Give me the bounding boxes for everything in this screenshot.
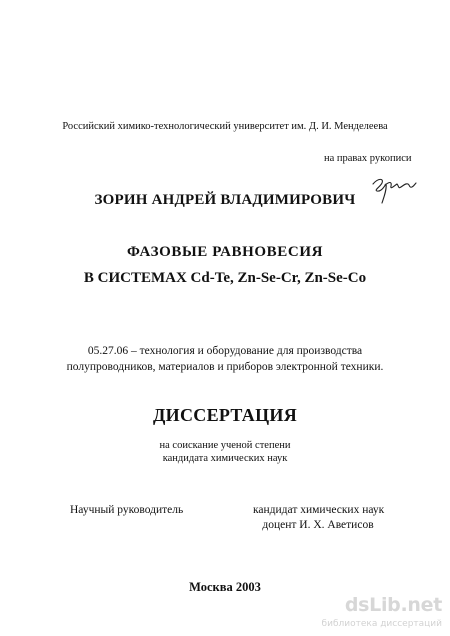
degree-line-1: на соискание ученой степени (159, 440, 291, 451)
degree-line-2: кандидата химических наук (162, 453, 288, 464)
thesis-title-line-2: В СИСТЕМАХ Cd-Te, Zn-Se-Cr, Zn-Se-Co (83, 270, 367, 286)
supervisor-degree: кандидат химических наук (253, 504, 385, 516)
watermark (321, 594, 450, 634)
watermark-logo: dsLib.net (344, 594, 442, 616)
supervisor-name: доцент И. Х. Аветисов (262, 519, 374, 531)
manuscript-rights-note: на правах рукописи (324, 153, 412, 164)
specialty-line-2: полупроводников, материалов и приборов электронной техники. (66, 361, 384, 373)
supervisor-label: Научный руководитель (70, 504, 184, 516)
thesis-title-line-1: ФАЗОВЫЕ РАВНОВЕСИЯ (126, 244, 324, 260)
watermark-caption: библиотека диссертаций (321, 619, 442, 629)
document-type-heading: ДИССЕРТАЦИЯ (152, 405, 297, 425)
specialty-line-1: 05.27.06 – технология и оборудование для производства (87, 345, 363, 357)
institution-name: Российский химико-технологический университет им. Д. И. Менделеева (62, 121, 388, 132)
author-name: ЗОРИН АНДРЕЙ ВЛАДИМИРОВИЧ (94, 192, 356, 208)
city-year: Москва 2003 (189, 580, 261, 594)
